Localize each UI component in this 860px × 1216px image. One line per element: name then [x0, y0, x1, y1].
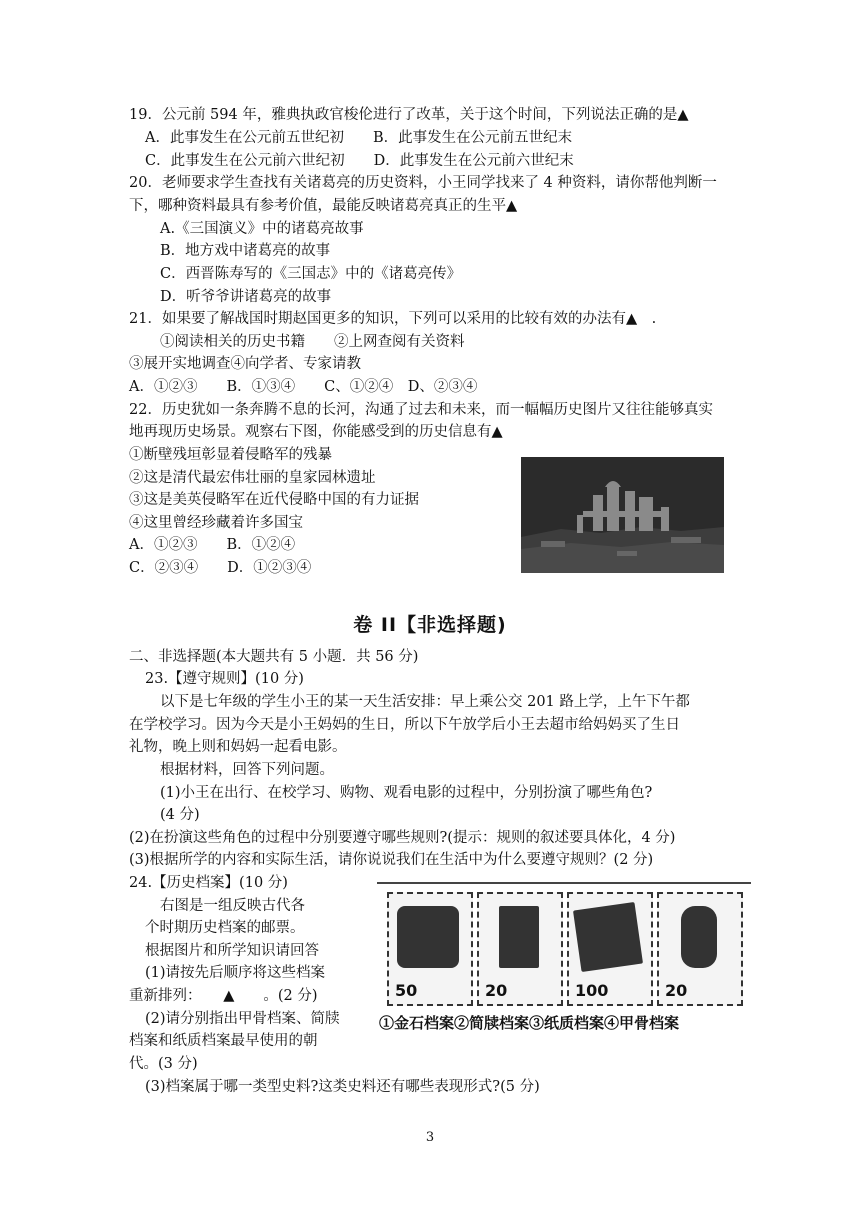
- section-title: 卷 II【非选择题): [353, 614, 507, 636]
- stamp-artwork: [499, 906, 539, 968]
- question-22-item-2: ②这是清代最宏伟壮丽的皇家园林遗址: [129, 470, 376, 486]
- question-24-part-2b: 档案和纸质档案最早使用的朝: [129, 1033, 318, 1049]
- question-23-part-3: (3)根据所学的内容和实际生活，请你说说我们在生活中为什么要遵守规则？(2 分): [129, 852, 654, 868]
- question-20-option-a: A.《三国演义》中的诸葛亮故事: [160, 221, 364, 237]
- stamp-artwork: [681, 906, 717, 968]
- page-number: 3: [425, 1130, 435, 1145]
- question-19: 19．公元前 594 年，雅典执政官梭伦进行了改革，关于这个时间，下列说法正确的是▲: [129, 107, 689, 123]
- question-20-continued: 下，哪种资料最具有参考价值，最能反映诸葛亮真正的生平▲: [129, 198, 518, 214]
- stamp-value: 20: [665, 981, 688, 1000]
- question-23-part-2: (2)在扮演这些角色的过程中分别要遵守哪些规则?(提示：规则的叙述要具体化，4 分): [129, 830, 676, 846]
- question-24-title: 24.【历史档案】(10 分): [129, 875, 288, 891]
- question-23-paragraph-line-1: 以下是七年级的学生小王的某一天生活安排：早上乘公交 201 路上学，上午下午都: [160, 694, 690, 710]
- question-24-intro-2: 个时期历史档案的邮票。: [145, 920, 305, 936]
- question-24-part-3: (3)档案属于哪一类型史料?这类史料还有哪些表现形式?(5 分): [145, 1079, 540, 1095]
- stamp-bamboo-slips: [477, 892, 563, 1006]
- ruins-illustration: [521, 457, 724, 573]
- question-23-part-1: (1)小王在出行、在校学习、购物、观看电影的过程中，分别扮演了哪些角色?: [160, 785, 653, 801]
- question-24-part-1b: 重新排列： ▲ 。(2 分): [129, 988, 318, 1004]
- question-24-intro-1: 右图是一组反映古代各: [160, 898, 305, 914]
- stamp-oracle-bone: [657, 892, 743, 1006]
- question-20-option-c: C．西晋陈寿写的《三国志》中的《诸葛亮传》: [160, 266, 462, 282]
- question-24-part-2c: 代。(3 分): [129, 1056, 198, 1072]
- question-23-prompt: 根据材料，回答下列问题。: [160, 762, 334, 778]
- stamp-artwork: [573, 902, 643, 972]
- question-20-option-b: B．地方戏中诸葛亮的故事: [160, 243, 331, 259]
- question-20-option-d: D．听爷爷讲诸葛亮的故事: [160, 289, 332, 305]
- question-23-title: 23.【遵守规则】(10 分): [145, 671, 304, 687]
- question-22: 22．历史犹如一条奔腾不息的长河，沟通了过去和未来，而一幅幅历史图片又往往能够真实: [129, 402, 713, 418]
- question-21-items-34: ③展开实地调查④向学者、专家请教: [129, 356, 361, 372]
- question-22-options-cd: C．②③④ D．①②③④: [129, 560, 312, 576]
- question-22-continued: 地再现历史场景。观察右下图，你能感受到的历史信息有▲: [129, 424, 503, 440]
- question-23-paragraph-line-2: 在学校学习。因为今天是小王妈妈的生日，所以下午放学后小王去超市给妈妈买了生日: [129, 717, 680, 733]
- ruins-photo: [521, 457, 724, 573]
- question-22-item-3: ③这是美英侵略军在近代侵略中国的有力证据: [129, 492, 419, 508]
- section-2-instructions: 二、非选择题(本大题共有 5 小题．共 56 分): [129, 649, 419, 665]
- stamp-metal-stone: [387, 892, 473, 1006]
- archive-stamps-figure: [377, 882, 751, 1040]
- question-21-options: A．①②③ B．①③④ C、①②④ D、②③④: [129, 379, 478, 395]
- question-21: 21．如果要了解战国时期赵国更多的知识，下列可以采用的比较有效的办法有▲ .: [129, 311, 657, 327]
- question-22-item-4: ④这里曾经珍藏着许多国宝: [129, 515, 303, 531]
- question-23-part-1-score: (4 分): [160, 807, 200, 823]
- stamp-paper: [567, 892, 653, 1006]
- question-22-options-ab: A．①②③ B．①②④: [129, 537, 296, 553]
- question-23-paragraph-line-3: 礼物，晚上则和妈妈一起看电影。: [129, 739, 347, 755]
- stamp-value: 20: [485, 981, 508, 1000]
- stamp-value: 100: [575, 981, 609, 1000]
- question-21-items-12: ①阅读相关的历史书籍 ②上网查阅有关资料: [160, 334, 465, 350]
- stamp-value: 50: [395, 981, 418, 1000]
- question-24-part-1a: (1)请按先后顺序将这些档案: [145, 965, 326, 981]
- stamp-artwork: [397, 906, 459, 968]
- question-24-part-2a: (2)请分别指出甲骨档案、简牍: [145, 1011, 340, 1027]
- question-20: 20．老师要求学生查找有关诸葛亮的历史资料，小王同学找来了 4 种资料，请你帮他判断一: [129, 175, 717, 191]
- question-24-intro-3: 根据图片和所学知识请回答: [145, 943, 319, 959]
- question-22-item-1: ①断壁残垣彰显着侵略军的残暴: [129, 447, 332, 463]
- stamps-caption: ①金石档案②简牍档案③纸质档案④甲骨档案: [379, 1014, 680, 1032]
- question-19-options-ab: A．此事发生在公元前五世纪初 B．此事发生在公元前五世纪末: [145, 130, 573, 146]
- question-19-options-cd: C．此事发生在公元前六世纪初 D．此事发生在公元前六世纪末: [145, 153, 574, 169]
